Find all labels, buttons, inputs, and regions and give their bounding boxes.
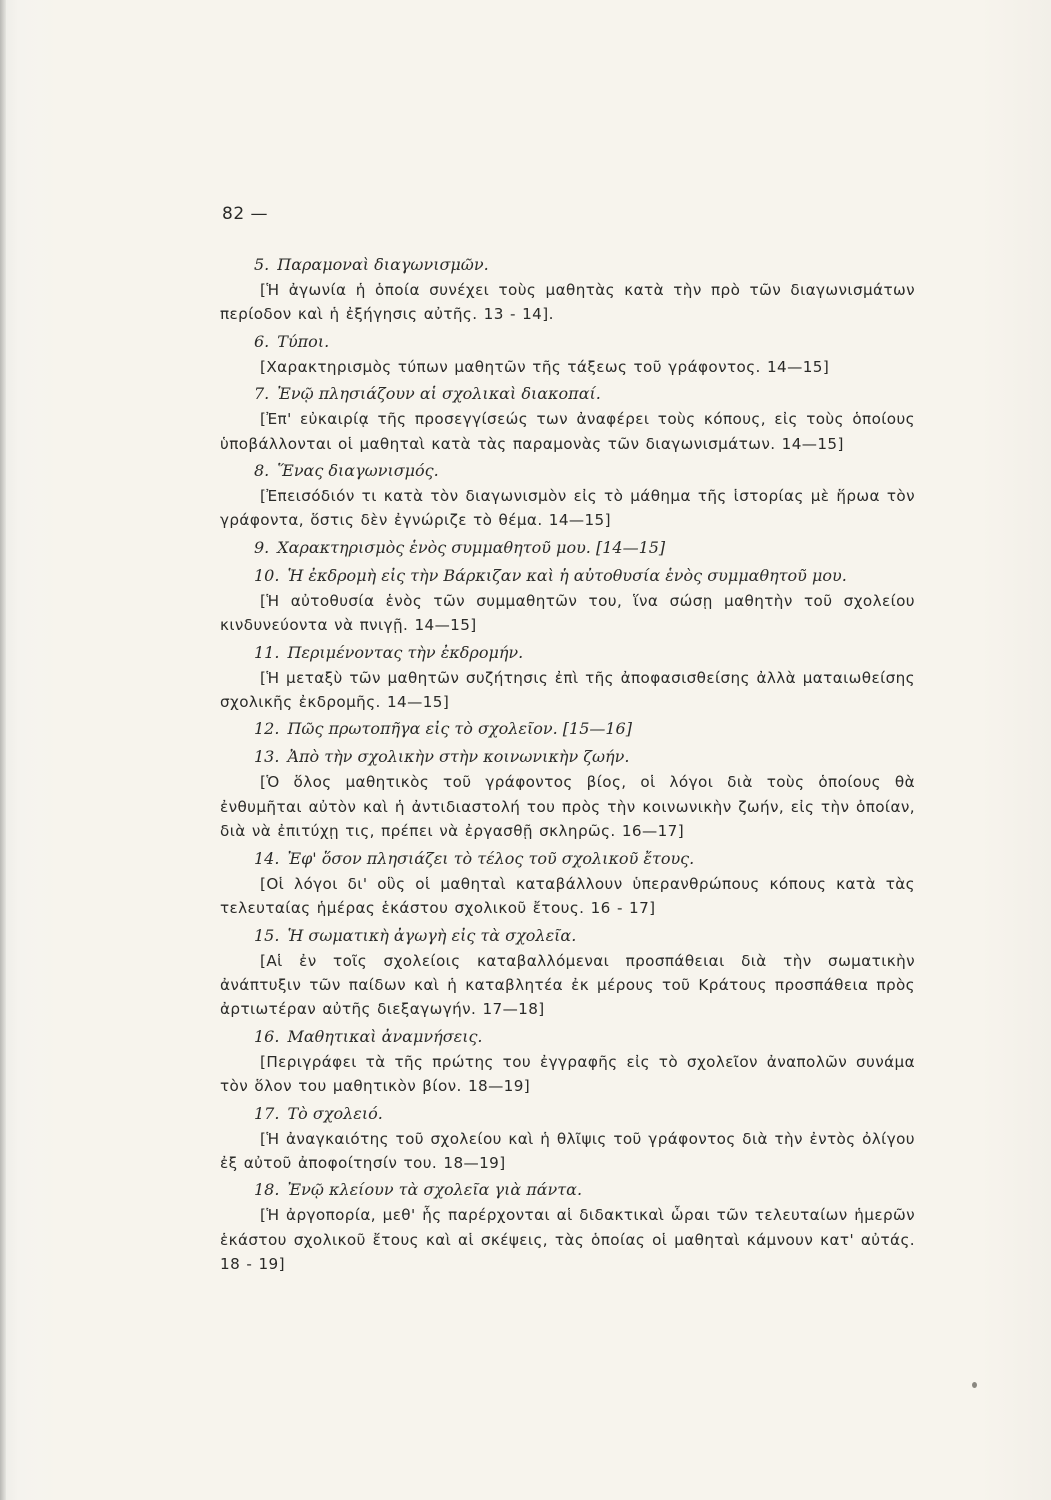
entry-description: [Χαρακτηρισμὸς τύπων μαθητῶν τῆς τάξεως τοῦ γράφοντος. 14—15]	[260, 357, 830, 376]
list-item	[220, 846, 915, 921]
list-item	[220, 716, 915, 742]
entry-title	[220, 329, 915, 355]
entry-title-text: Ἀπὸ τὴν σχολικὴν στὴν κοινωνικὴν ζωήν.	[287, 747, 630, 767]
list-item	[220, 744, 915, 843]
entry-title	[220, 458, 915, 484]
list-item	[220, 458, 915, 533]
list-item	[220, 640, 915, 715]
entry-description: [Ἐπ' εὐκαιρίᾳ τῆς προσεγγίσεώς των ἀναφέρει τοὺς κόπους, εἰς τοὺς ὁποίους ὑποβάλλονται οἱ μαθηταὶ κατὰ τὰς παραμονὰς τῶν διαγωνισμάτων. 14—15]	[220, 410, 915, 453]
page-number: 82 —	[222, 204, 269, 224]
list-item	[220, 381, 915, 456]
entry-title	[220, 1177, 915, 1203]
entry-title-text: Παραμοναὶ διαγωνισμῶν.	[277, 255, 489, 274]
entry-title	[220, 252, 915, 278]
entry-number: 10.	[254, 565, 280, 585]
entry-description: [Ἐπεισόδιόν τι κατὰ τὸν διαγωνισμὸν εἰς τὸ μάθημα τῆς ἱστορίας μὲ ἥρωα τὸν γράφοντα, ὅστις δὲν ἐγνώριζε τὸ θέμα. 14—15]	[220, 487, 915, 530]
entry-title	[220, 640, 915, 666]
entry-number: 18.	[254, 1180, 280, 1200]
entry-description: [Ἡ ἀναγκαιότης τοῦ σχολείου καὶ ἡ θλῖψις τοῦ γράφοντος διὰ τὴν ἐντὸς ὀλίγου ἐξ αὐτοῦ ἀποφοίτησίν του. 18—19]	[220, 1129, 915, 1172]
entry-title-text: Πῶς πρωτοπῆγα εἰς τὸ σχολεῖον. [15—16]	[287, 719, 632, 739]
entry-number: 9.	[254, 537, 270, 557]
entry-number: 7.	[254, 384, 270, 404]
list-item	[220, 1101, 915, 1176]
entry-number: 17.	[254, 1103, 280, 1123]
entry-title	[220, 716, 915, 742]
list-item	[220, 1177, 915, 1276]
entry-title-text: Ἐνῷ κλείουν τὰ σχολεῖα γιὰ πάντα.	[287, 1180, 583, 1200]
entry-title	[220, 563, 915, 589]
entry-number: 6.	[254, 331, 270, 351]
list-item	[220, 252, 915, 327]
entry-description: [Ἡ ἀργοπορία, μεθ' ἧς παρέρχονται αἱ διδακτικαὶ ὧραι τῶν τελευταίων ἡμερῶν ἑκάστου σχολικοῦ ἔτους καὶ αἱ σκέψεις, τὰς ὁποίας οἱ μαθηταὶ κάμνουν κατ' αὐτάς. 18 - 19]	[220, 1206, 915, 1274]
entry-number: 12.	[254, 719, 280, 739]
entry-description: [Ἡ ἀγωνία ἡ ὁποία συνέχει τοὺς μαθητὰς κατὰ τὴν πρὸ τῶν διαγωνισμάτων περίοδον καὶ ἡ ἐξήγησις αὐτῆς. 13 - 14].	[220, 281, 915, 324]
list-item	[220, 923, 915, 1022]
entry-number: 8.	[254, 461, 270, 481]
entry-title-text: Ἡ σωματικὴ ἀγωγὴ εἰς τὰ σχολεῖα.	[287, 925, 577, 945]
entry-description: [Ἡ μεταξὺ τῶν μαθητῶν συζήτησις ἐπὶ τῆς ἀποφασισθείσης ἀλλὰ ματαιωθείσης σχολικῆς ἐκδρομῆς. 14—15]	[220, 668, 915, 712]
entry-number: 5.	[254, 255, 270, 274]
entry-title	[220, 1101, 915, 1127]
entry-title-text: Ἡ ἐκδρομὴ εἰς τὴν Βάρκιζαν καὶ ἡ αὐτοθυσία ἑνὸς συμμαθητοῦ μου.	[287, 565, 847, 585]
entry-title	[220, 1024, 915, 1050]
entry-title-text: Ἐνῷ πλησιάζουν αἱ σχολικαὶ διακοπαί.	[277, 384, 601, 404]
entry-title-text: Μαθητικαὶ ἀναμνήσεις.	[287, 1026, 483, 1046]
entry-number: 14.	[254, 848, 280, 868]
entry-title-text: Τύποι.	[277, 331, 330, 351]
entry-number: 13.	[254, 747, 280, 767]
entry-description: [Αἱ ἐν τοῖς σχολείοις καταβαλλόμεναι προσπάθειαι διὰ τὴν σωματικὴν ἀνάπτυξιν τῶν παίδων καὶ ἡ καταβλητέα ἐκ μέρους τοῦ Κράτους προσπάθεια πρὸς ἀρτιωτέραν αὐτῆς διεξαγωγήν. 17—18]	[220, 951, 915, 1019]
entry-list	[220, 252, 915, 1279]
entry-description: [Οἱ λόγοι δι' οὓς οἱ μαθηταὶ καταβάλλουν ὑπερανθρώπους κόπους κατὰ τὰς τελευταίας ἡμέρας ἑκάστου σχολικοῦ ἔτους. 16 - 17]	[220, 874, 915, 918]
entry-title-text: Περιμένοντας τὴν ἐκδρομήν.	[287, 642, 524, 662]
ink-speck	[972, 1382, 977, 1388]
entry-title	[220, 535, 915, 561]
list-item	[220, 535, 915, 561]
entry-title	[220, 846, 915, 872]
entry-title-text: Τὸ σχολειό.	[287, 1103, 383, 1123]
entry-number: 15.	[254, 925, 280, 945]
entry-description: [Ὁ ὅλος μαθητικὸς τοῦ γράφοντος βίος, οἱ λόγοι διὰ τοὺς ὁποίους θὰ ἐνθυμῆται αὐτὸν καὶ ἡ ἀντιδιαστολή του πρὸς τὴν κοινωνικὴν ζωήν, εἰς τὴν ὁποίαν, διὰ νὰ ἐπιτύχῃ τις, πρέπει νὰ ἐργασθῇ σκληρῶς. 16—17]	[220, 773, 915, 841]
entry-description: [Περιγράφει τὰ τῆς πρώτης του ἐγγραφῆς εἰς τὸ σχολεῖον ἀναπολῶν συνάμα τὸν ὅλον του μαθητικὸν βίον. 18—19]	[220, 1052, 915, 1096]
list-item	[220, 329, 915, 379]
entry-number: 11.	[254, 642, 280, 662]
entry-number: 16.	[254, 1026, 280, 1046]
entry-title-text: Χαρακτηρισμὸς ἑνὸς συμμαθητοῦ μου. [14—15]	[277, 537, 666, 557]
entry-description: [Ἡ αὐτοθυσία ἑνὸς τῶν συμμαθητῶν του, ἵνα σώσῃ μαθητὴν τοῦ σχολείου κινδυνεύοντα νὰ πνιγῇ. 14—15]	[220, 591, 915, 635]
entry-title	[220, 923, 915, 949]
page-edge-shadow	[0, 0, 6, 1500]
entry-title-text: Ἕνας διαγωνισμός.	[277, 461, 439, 481]
list-item	[220, 1024, 915, 1099]
entry-title	[220, 381, 915, 407]
entry-title-text: Ἐφ' ὅσον πλησιάζει τὸ τέλος τοῦ σχολικοῦ ἔτους.	[287, 848, 695, 868]
list-item	[220, 563, 915, 638]
entry-title	[220, 744, 915, 770]
